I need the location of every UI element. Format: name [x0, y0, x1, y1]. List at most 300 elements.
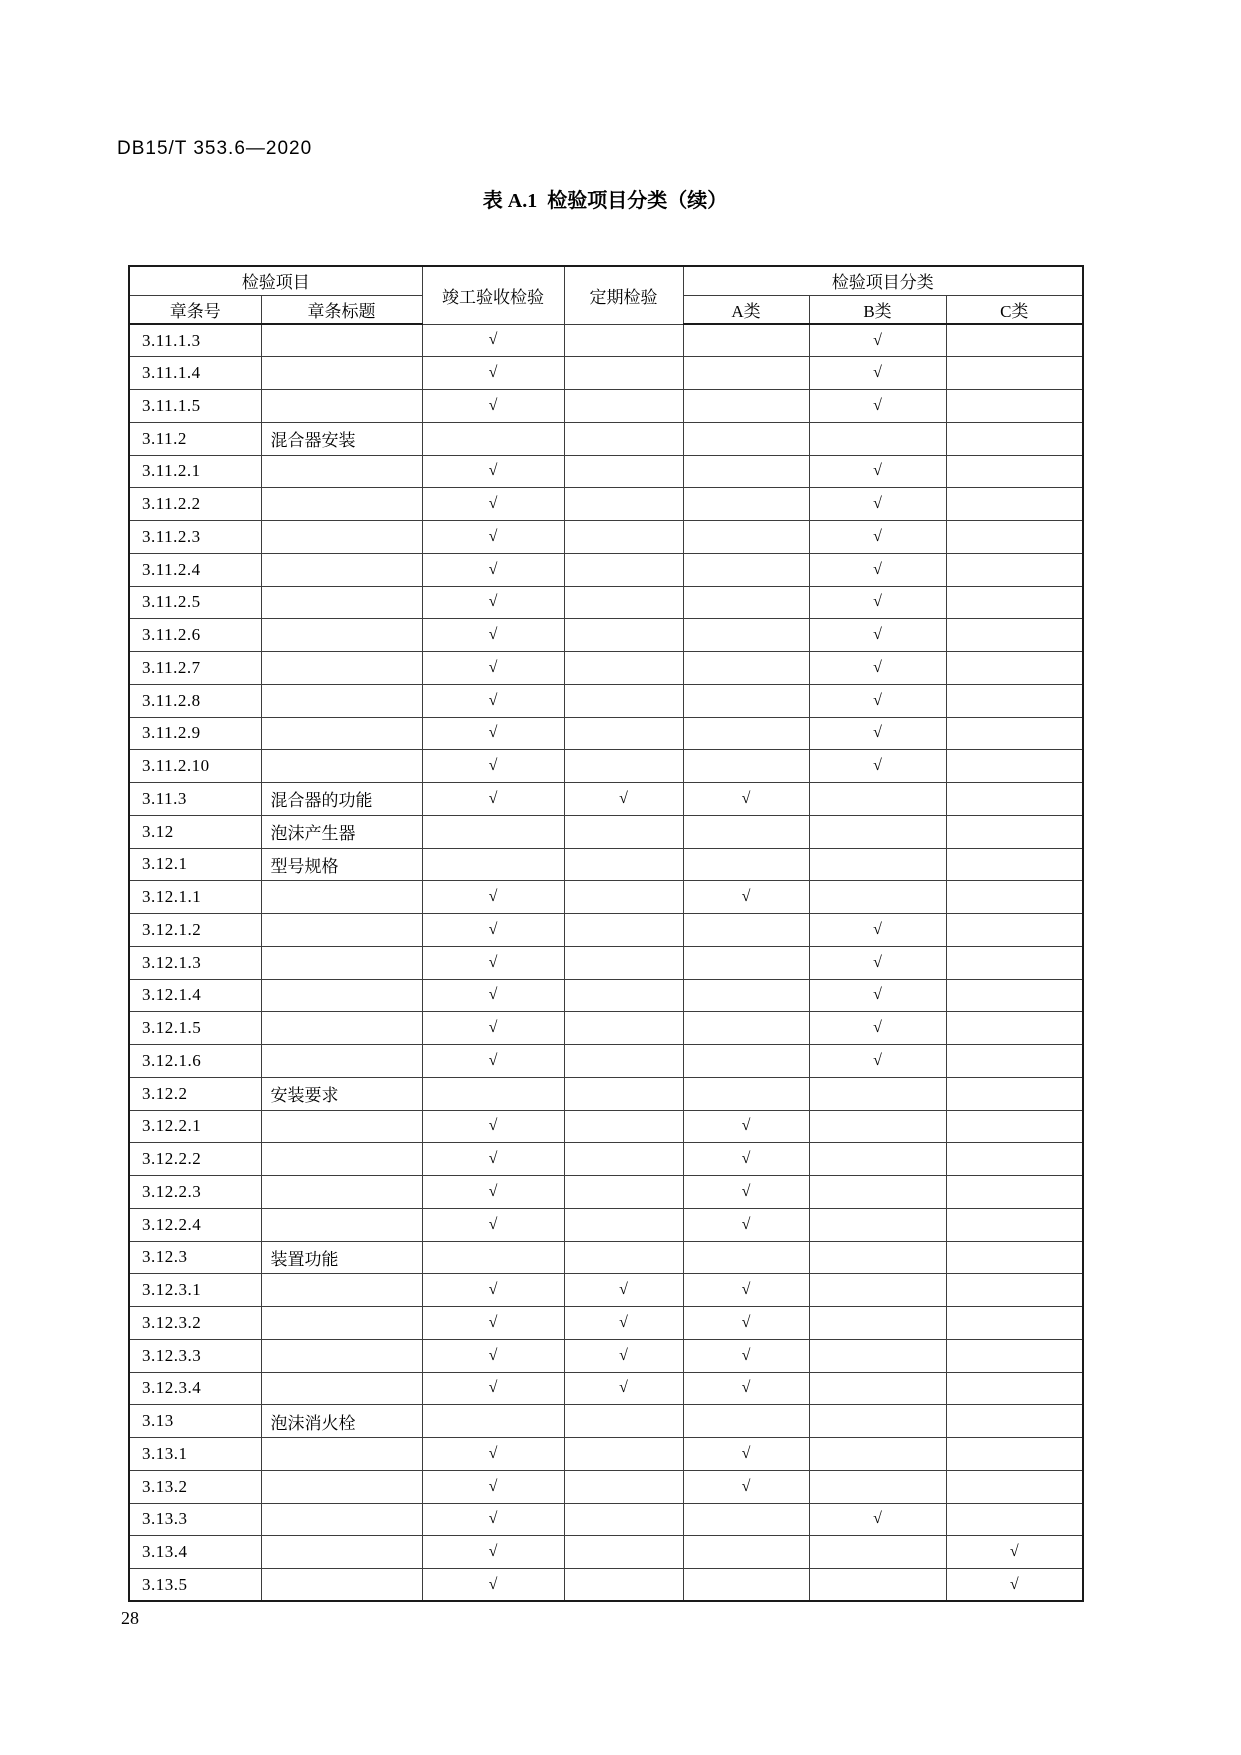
class-b-check-cell: √ [809, 619, 946, 652]
class-a-check-cell [683, 1536, 809, 1569]
table-row [129, 1208, 1083, 1241]
class-a-check-cell [683, 1405, 809, 1438]
class-a-check-cell: √ [683, 1372, 809, 1405]
completion-check-cell: √ [422, 946, 564, 979]
periodic-check-cell [564, 1405, 683, 1438]
standard-code: DB15/T 353.6—2020 [117, 138, 313, 159]
periodic-check-cell [564, 1077, 683, 1110]
clause-no-cell: 3.12.1.4 [129, 979, 261, 1012]
periodic-check-cell [564, 1208, 683, 1241]
class-b-check-cell [809, 881, 946, 914]
class-a-check-cell: √ [683, 1307, 809, 1340]
page-number: 28 [121, 1608, 139, 1628]
table-row [129, 783, 1083, 816]
class-c-check-cell [946, 422, 1083, 455]
clause-title-cell [261, 1569, 422, 1602]
class-a-check-cell [683, 652, 809, 685]
clause-no-cell: 3.13.1 [129, 1438, 261, 1471]
periodic-check-cell [564, 455, 683, 488]
clause-title-cell [261, 1143, 422, 1176]
class-b-check-cell: √ [809, 914, 946, 947]
table-header [129, 266, 1083, 324]
class-b-check-cell: √ [809, 455, 946, 488]
completion-check-cell: √ [422, 1274, 564, 1307]
header-clause-title: 章条标题 [261, 295, 422, 324]
class-c-check-cell [946, 881, 1083, 914]
table-row [129, 1569, 1083, 1602]
clause-title-cell [261, 455, 422, 488]
table-row [129, 1045, 1083, 1078]
clause-title-cell [261, 914, 422, 947]
class-a-check-cell: √ [683, 1438, 809, 1471]
class-b-check-cell: √ [809, 1045, 946, 1078]
header-row-top [129, 266, 1083, 295]
class-c-check-cell [946, 324, 1083, 357]
header-inspection-item: 检验项目 [129, 266, 422, 295]
class-a-check-cell [683, 422, 809, 455]
periodic-check-cell [564, 1241, 683, 1274]
class-a-check-cell [683, 1241, 809, 1274]
completion-check-cell: √ [422, 1470, 564, 1503]
clause-title-cell [261, 553, 422, 586]
class-a-check-cell [683, 1012, 809, 1045]
clause-title-cell [261, 1503, 422, 1536]
class-a-check-cell: √ [683, 1143, 809, 1176]
periodic-check-cell [564, 324, 683, 357]
periodic-check-cell [564, 488, 683, 521]
class-c-check-cell [946, 455, 1083, 488]
class-b-check-cell [809, 1241, 946, 1274]
completion-check-cell: √ [422, 1438, 564, 1471]
class-a-check-cell [683, 979, 809, 1012]
clause-no-cell: 3.11.1.3 [129, 324, 261, 357]
table-row [129, 357, 1083, 390]
class-c-check-cell [946, 390, 1083, 423]
header-periodic: 定期检验 [564, 266, 683, 324]
table-row [129, 1241, 1083, 1274]
table-row [129, 455, 1083, 488]
completion-check-cell: √ [422, 684, 564, 717]
class-b-check-cell: √ [809, 390, 946, 423]
table-row [129, 619, 1083, 652]
completion-check-cell: √ [422, 553, 564, 586]
clause-no-cell: 3.11.2.7 [129, 652, 261, 685]
clause-no-cell: 3.11.2.6 [129, 619, 261, 652]
class-a-check-cell: √ [683, 783, 809, 816]
table-row [129, 1176, 1083, 1209]
class-b-check-cell: √ [809, 652, 946, 685]
clause-no-cell: 3.13 [129, 1405, 261, 1438]
completion-check-cell: √ [422, 1536, 564, 1569]
class-b-check-cell [809, 1274, 946, 1307]
class-a-check-cell: √ [683, 1110, 809, 1143]
periodic-check-cell: √ [564, 1274, 683, 1307]
periodic-check-cell [564, 717, 683, 750]
completion-check-cell: √ [422, 1372, 564, 1405]
table-body [129, 324, 1083, 1601]
class-b-check-cell [809, 848, 946, 881]
clause-title-cell [261, 717, 422, 750]
clause-title-cell: 安装要求 [261, 1077, 422, 1110]
periodic-check-cell: √ [564, 1372, 683, 1405]
table-row [129, 1372, 1083, 1405]
periodic-check-cell [564, 422, 683, 455]
table-row [129, 521, 1083, 554]
class-c-check-cell [946, 1339, 1083, 1372]
class-c-check-cell [946, 619, 1083, 652]
completion-check-cell: √ [422, 455, 564, 488]
clause-title-cell: 装置功能 [261, 1241, 422, 1274]
class-c-check-cell [946, 750, 1083, 783]
completion-check-cell: √ [422, 717, 564, 750]
header-clause-no: 章条号 [129, 295, 261, 324]
periodic-check-cell [564, 684, 683, 717]
clause-no-cell: 3.12.3.3 [129, 1339, 261, 1372]
periodic-check-cell [564, 390, 683, 423]
class-b-check-cell: √ [809, 979, 946, 1012]
class-a-check-cell [683, 914, 809, 947]
clause-no-cell: 3.12 [129, 815, 261, 848]
table-row [129, 390, 1083, 423]
class-a-check-cell: √ [683, 1470, 809, 1503]
clause-no-cell: 3.12.1.3 [129, 946, 261, 979]
class-b-check-cell: √ [809, 488, 946, 521]
class-b-check-cell [809, 1339, 946, 1372]
clause-title-cell [261, 1012, 422, 1045]
class-b-check-cell [809, 783, 946, 816]
class-b-check-cell [809, 815, 946, 848]
clause-no-cell: 3.12.2.2 [129, 1143, 261, 1176]
class-c-check-cell [946, 1470, 1083, 1503]
clause-title-cell [261, 619, 422, 652]
class-b-check-cell [809, 1569, 946, 1602]
class-a-check-cell [683, 815, 809, 848]
header-class-c: C类 [946, 295, 1083, 324]
periodic-check-cell [564, 914, 683, 947]
class-c-check-cell [946, 1077, 1083, 1110]
clause-title-cell [261, 750, 422, 783]
periodic-check-cell [564, 1176, 683, 1209]
table-row [129, 1077, 1083, 1110]
periodic-check-cell [564, 1110, 683, 1143]
completion-check-cell: √ [422, 390, 564, 423]
clause-no-cell: 3.11.2.2 [129, 488, 261, 521]
clause-title-cell [261, 1372, 422, 1405]
completion-check-cell [422, 1241, 564, 1274]
class-b-check-cell: √ [809, 946, 946, 979]
periodic-check-cell [564, 881, 683, 914]
class-c-check-cell [946, 1307, 1083, 1340]
clause-title-cell [261, 881, 422, 914]
completion-check-cell: √ [422, 1110, 564, 1143]
completion-check-cell [422, 815, 564, 848]
clause-no-cell: 3.11.2.8 [129, 684, 261, 717]
class-a-check-cell [683, 488, 809, 521]
completion-check-cell: √ [422, 521, 564, 554]
periodic-check-cell [564, 750, 683, 783]
clause-title-cell [261, 1307, 422, 1340]
class-c-check-cell [946, 1405, 1083, 1438]
header-class-a: A类 [683, 295, 809, 324]
class-a-check-cell [683, 1077, 809, 1110]
class-c-check-cell [946, 586, 1083, 619]
clause-title-cell [261, 390, 422, 423]
clause-no-cell: 3.11.1.4 [129, 357, 261, 390]
class-a-check-cell [683, 1503, 809, 1536]
completion-check-cell [422, 1077, 564, 1110]
table-row [129, 684, 1083, 717]
completion-check-cell: √ [422, 1339, 564, 1372]
clause-title-cell [261, 521, 422, 554]
clause-title-cell [261, 979, 422, 1012]
completion-check-cell: √ [422, 1569, 564, 1602]
class-a-check-cell [683, 1045, 809, 1078]
class-a-check-cell [683, 750, 809, 783]
class-c-check-cell [946, 1503, 1083, 1536]
header-class-b: B类 [809, 295, 946, 324]
clause-no-cell: 3.12.2 [129, 1077, 261, 1110]
class-b-check-cell: √ [809, 684, 946, 717]
class-a-check-cell [683, 357, 809, 390]
table-row [129, 586, 1083, 619]
class-b-check-cell: √ [809, 1012, 946, 1045]
periodic-check-cell [564, 357, 683, 390]
clause-no-cell: 3.11.3 [129, 783, 261, 816]
class-c-check-cell [946, 1438, 1083, 1471]
periodic-check-cell [564, 652, 683, 685]
periodic-check-cell [564, 586, 683, 619]
table-row [129, 914, 1083, 947]
table-row [129, 815, 1083, 848]
class-b-check-cell: √ [809, 324, 946, 357]
completion-check-cell: √ [422, 750, 564, 783]
periodic-check-cell [564, 619, 683, 652]
clause-no-cell: 3.12.2.3 [129, 1176, 261, 1209]
clause-title-cell [261, 1045, 422, 1078]
class-b-check-cell: √ [809, 586, 946, 619]
table-row [129, 652, 1083, 685]
class-c-check-cell [946, 717, 1083, 750]
class-a-check-cell: √ [683, 1208, 809, 1241]
class-b-check-cell [809, 1405, 946, 1438]
table-row [129, 848, 1083, 881]
clause-no-cell: 3.12.1.1 [129, 881, 261, 914]
class-c-check-cell [946, 946, 1083, 979]
class-b-check-cell [809, 1110, 946, 1143]
periodic-check-cell [564, 815, 683, 848]
class-b-check-cell [809, 1077, 946, 1110]
table-row [129, 422, 1083, 455]
periodic-check-cell [564, 946, 683, 979]
completion-check-cell [422, 422, 564, 455]
class-b-check-cell [809, 1176, 946, 1209]
class-c-check-cell [946, 1012, 1083, 1045]
clause-title-cell [261, 357, 422, 390]
class-b-check-cell [809, 1143, 946, 1176]
class-b-check-cell: √ [809, 521, 946, 554]
table-row [129, 881, 1083, 914]
class-c-check-cell [946, 652, 1083, 685]
header-completion-acceptance: 竣工验收检验 [422, 266, 564, 324]
table-row [129, 1274, 1083, 1307]
clause-no-cell: 3.11.2.4 [129, 553, 261, 586]
table-row [129, 1405, 1083, 1438]
clause-no-cell: 3.11.2.1 [129, 455, 261, 488]
class-b-check-cell [809, 1470, 946, 1503]
class-b-check-cell: √ [809, 357, 946, 390]
completion-check-cell: √ [422, 619, 564, 652]
periodic-check-cell: √ [564, 1339, 683, 1372]
class-a-check-cell: √ [683, 1176, 809, 1209]
completion-check-cell: √ [422, 1176, 564, 1209]
clause-title-cell: 泡沫产生器 [261, 815, 422, 848]
clause-no-cell: 3.12.2.1 [129, 1110, 261, 1143]
clause-no-cell: 3.13.2 [129, 1470, 261, 1503]
periodic-check-cell: √ [564, 783, 683, 816]
class-c-check-cell: √ [946, 1569, 1083, 1602]
class-a-check-cell [683, 390, 809, 423]
class-c-check-cell [946, 848, 1083, 881]
class-b-check-cell: √ [809, 1503, 946, 1536]
class-c-check-cell: √ [946, 1536, 1083, 1569]
class-a-check-cell [683, 619, 809, 652]
clause-title-cell [261, 1274, 422, 1307]
class-b-check-cell: √ [809, 717, 946, 750]
header-classification: 检验项目分类 [683, 266, 1083, 295]
class-b-check-cell: √ [809, 553, 946, 586]
class-a-check-cell [683, 848, 809, 881]
table-row [129, 324, 1083, 357]
table-row [129, 750, 1083, 783]
clause-no-cell: 3.12.3 [129, 1241, 261, 1274]
clause-no-cell: 3.13.3 [129, 1503, 261, 1536]
periodic-check-cell [564, 1012, 683, 1045]
class-a-check-cell [683, 717, 809, 750]
completion-check-cell: √ [422, 979, 564, 1012]
clause-no-cell: 3.13.4 [129, 1536, 261, 1569]
periodic-check-cell [564, 1569, 683, 1602]
completion-check-cell: √ [422, 1503, 564, 1536]
inspection-classification-table [128, 265, 1084, 1602]
table-row [129, 1143, 1083, 1176]
clause-title-cell [261, 586, 422, 619]
class-c-check-cell [946, 1372, 1083, 1405]
class-b-check-cell: √ [809, 750, 946, 783]
clause-title-cell: 混合器的功能 [261, 783, 422, 816]
class-c-check-cell [946, 357, 1083, 390]
completion-check-cell: √ [422, 1045, 564, 1078]
class-c-check-cell [946, 1110, 1083, 1143]
class-b-check-cell [809, 1307, 946, 1340]
periodic-check-cell [564, 521, 683, 554]
clause-title-cell [261, 1208, 422, 1241]
class-a-check-cell [683, 946, 809, 979]
class-a-check-cell [683, 521, 809, 554]
periodic-check-cell [564, 1503, 683, 1536]
completion-check-cell [422, 1405, 564, 1438]
completion-check-cell: √ [422, 1208, 564, 1241]
clause-title-cell [261, 1536, 422, 1569]
clause-title-cell [261, 1176, 422, 1209]
completion-check-cell: √ [422, 783, 564, 816]
clause-no-cell: 3.11.2.5 [129, 586, 261, 619]
clause-title-cell: 泡沫消火栓 [261, 1405, 422, 1438]
table-row [129, 1536, 1083, 1569]
table-row [129, 1307, 1083, 1340]
clause-no-cell: 3.13.5 [129, 1569, 261, 1602]
class-a-check-cell: √ [683, 1339, 809, 1372]
class-a-check-cell [683, 684, 809, 717]
clause-no-cell: 3.12.3.4 [129, 1372, 261, 1405]
clause-title-cell [261, 1339, 422, 1372]
class-c-check-cell [946, 1045, 1083, 1078]
completion-check-cell: √ [422, 1143, 564, 1176]
class-b-check-cell [809, 1536, 946, 1569]
table-row [129, 1438, 1083, 1471]
periodic-check-cell [564, 1438, 683, 1471]
completion-check-cell: √ [422, 881, 564, 914]
class-a-check-cell [683, 586, 809, 619]
class-c-check-cell [946, 815, 1083, 848]
clause-no-cell: 3.11.2 [129, 422, 261, 455]
completion-check-cell: √ [422, 1307, 564, 1340]
clause-no-cell: 3.12.3.1 [129, 1274, 261, 1307]
class-a-check-cell [683, 1569, 809, 1602]
class-c-check-cell [946, 553, 1083, 586]
clause-title-cell: 混合器安装 [261, 422, 422, 455]
clause-no-cell: 3.12.2.4 [129, 1208, 261, 1241]
class-a-check-cell: √ [683, 881, 809, 914]
completion-check-cell: √ [422, 586, 564, 619]
class-a-check-cell [683, 455, 809, 488]
class-c-check-cell [946, 914, 1083, 947]
clause-no-cell: 3.11.2.10 [129, 750, 261, 783]
completion-check-cell: √ [422, 1012, 564, 1045]
table-row [129, 1339, 1083, 1372]
clause-title-cell [261, 1438, 422, 1471]
periodic-check-cell [564, 553, 683, 586]
class-a-check-cell: √ [683, 1274, 809, 1307]
clause-title-cell: 型号规格 [261, 848, 422, 881]
completion-check-cell: √ [422, 357, 564, 390]
periodic-check-cell [564, 1536, 683, 1569]
table-row [129, 488, 1083, 521]
table-row [129, 717, 1083, 750]
completion-check-cell: √ [422, 914, 564, 947]
completion-check-cell: √ [422, 652, 564, 685]
clause-title-cell [261, 946, 422, 979]
class-b-check-cell [809, 1438, 946, 1471]
periodic-check-cell [564, 1143, 683, 1176]
class-c-check-cell [946, 1241, 1083, 1274]
class-b-check-cell [809, 1372, 946, 1405]
clause-no-cell: 3.11.2.9 [129, 717, 261, 750]
class-c-check-cell [946, 979, 1083, 1012]
class-b-check-cell [809, 1208, 946, 1241]
class-c-check-cell [946, 1176, 1083, 1209]
class-c-check-cell [946, 1274, 1083, 1307]
clause-title-cell [261, 324, 422, 357]
class-a-check-cell [683, 324, 809, 357]
table-row [129, 1110, 1083, 1143]
completion-check-cell: √ [422, 324, 564, 357]
clause-title-cell [261, 684, 422, 717]
table-row [129, 1012, 1083, 1045]
table-title: 表 A.1 检验项目分类（续） [482, 190, 728, 212]
periodic-check-cell [564, 1045, 683, 1078]
clause-no-cell: 3.11.1.5 [129, 390, 261, 423]
clause-no-cell: 3.12.1.5 [129, 1012, 261, 1045]
